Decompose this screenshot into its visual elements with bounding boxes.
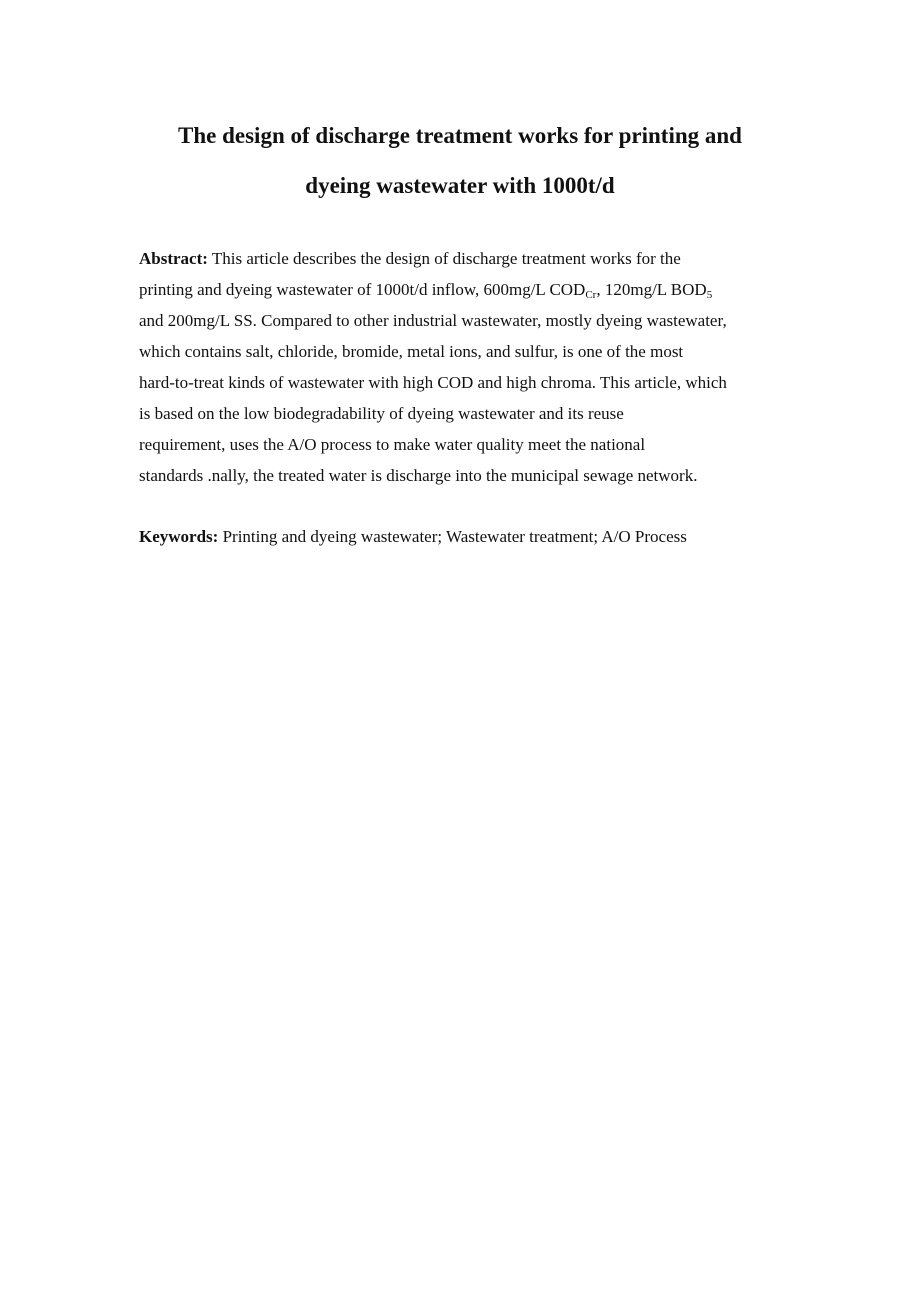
abstract-paragraph — [139, 243, 799, 491]
abstract-line: is based on the low biodegradability of dyeing wastewater and its reuse — [139, 404, 624, 423]
keywords-label: Keywords: — [139, 527, 219, 546]
keywords-text: Printing and dyeing wastewater; Wastewater treatment; A/O Process — [218, 527, 687, 546]
abstract-text: , 120mg/L BOD — [596, 280, 707, 299]
keywords-line — [139, 521, 799, 552]
document-title-line-2: dyeing wastewater with 1000t/d — [305, 173, 615, 198]
abstract-line: and 200mg/L SS. Compared to other industrial wastewater, mostly dyeing wastewater, — [139, 311, 727, 330]
abstract-label: Abstract: — [139, 249, 208, 268]
abstract-line: which contains salt, chloride, bromide, metal ions, and sulfur, is one of the most — [139, 342, 684, 361]
abstract-text: printing and dyeing wastewater of 1000t/d inflow, 600mg/L COD — [139, 280, 586, 299]
abstract-line — [139, 243, 799, 274]
abstract-line: requirement, uses the A/O process to make water quality meet the national — [139, 435, 646, 454]
abstract-text: This article describes the design of discharge treatment works for the — [207, 249, 681, 268]
cod-subscript: Cr — [585, 289, 597, 301]
abstract-line: hard-to-treat kinds of wastewater with high COD and high chroma. This article, which — [139, 373, 727, 392]
abstract-line — [139, 274, 799, 305]
document-title-line-1: The design of discharge treatment works for printing and — [178, 123, 742, 148]
bod-subscript: 5 — [706, 289, 713, 301]
abstract-line: standards .nally, the treated water is discharge into the municipal sewage network. — [139, 466, 698, 485]
